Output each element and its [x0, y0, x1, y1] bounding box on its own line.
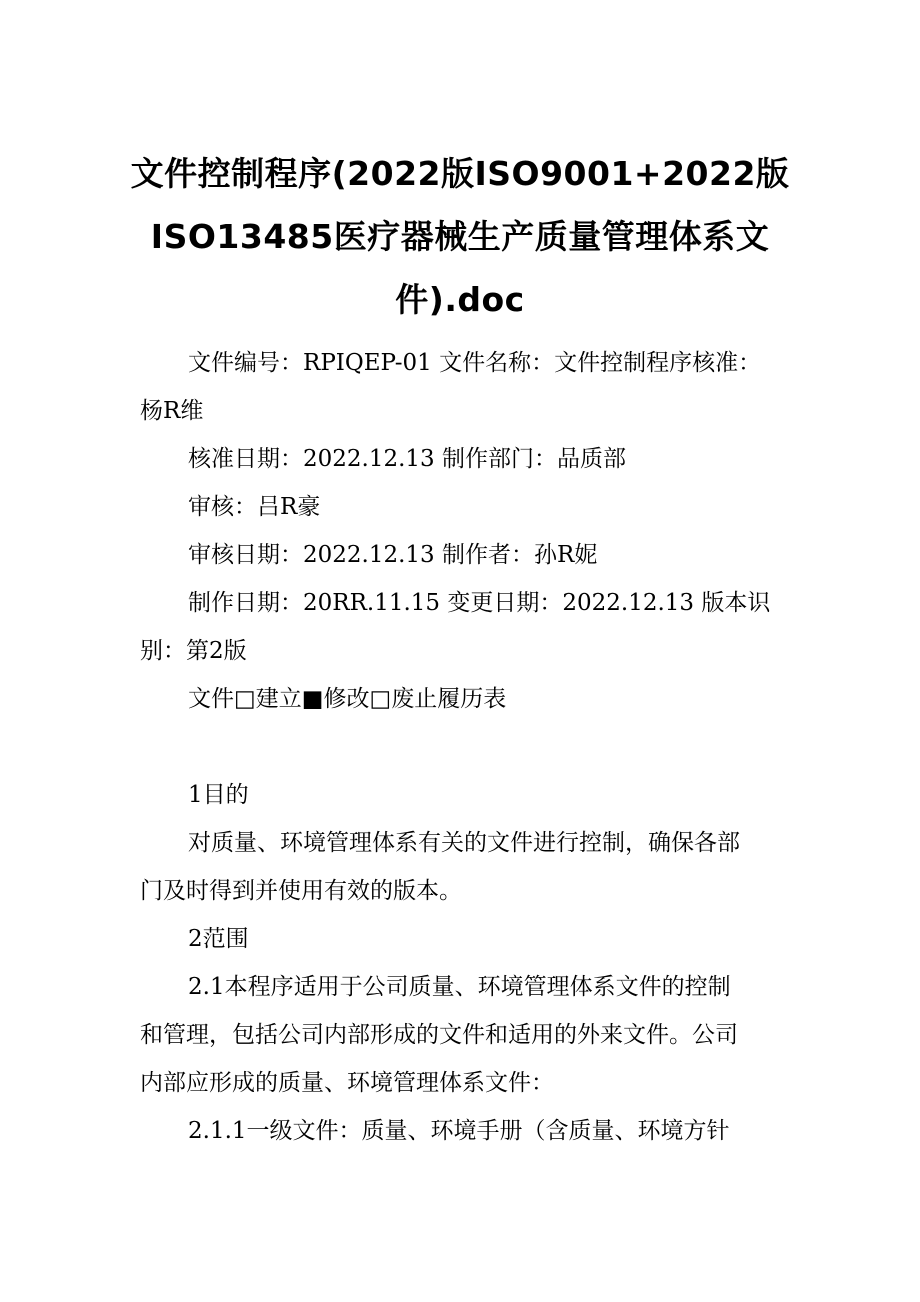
- title-line-3: 件).doc: [395, 280, 525, 319]
- section-heading-scope: 2范围: [188, 926, 249, 952]
- paragraph-line: 2.1.1一级文件：质量、环境手册（含质量、环境方针: [188, 1118, 730, 1144]
- reviewer-line: 审核：吕R豪: [188, 494, 321, 520]
- paragraph-line: 对质量、环境管理体系有关的文件进行控制，确保各部: [188, 830, 740, 856]
- version-line: 别：第2版: [140, 638, 247, 664]
- section-heading-purpose: 1目的: [188, 782, 249, 808]
- document-number-line: 文件编号：RPIQEP-01 文件名称：文件控制程序核准：: [188, 350, 762, 376]
- document-title: [130, 142, 790, 331]
- title-line-1: 文件控制程序(2022版ISO9001+2022版: [130, 154, 790, 193]
- paragraph-line: 2.1本程序适用于公司质量、环境管理体系文件的控制: [188, 974, 731, 1000]
- approver-line: 杨R维: [140, 398, 204, 424]
- review-date-line: 审核日期：2022.12.13 制作者：孙R妮: [188, 542, 598, 568]
- approval-date-line: 核准日期：2022.12.13 制作部门：品质部: [188, 446, 626, 472]
- creation-date-line: 制作日期：20RR.11.15 变更日期：2022.12.13 版本识: [188, 590, 771, 616]
- paragraph-line: 门及时得到并使用有效的版本。: [140, 878, 462, 904]
- paragraph-line: 内部应形成的质量、环境管理体系文件：: [140, 1070, 554, 1096]
- paragraph-line: 和管理，包括公司内部形成的文件和适用的外来文件。公司: [140, 1022, 738, 1048]
- revision-history-line: 文件□建立■修改□废止履历表: [188, 686, 507, 712]
- title-line-2: ISO13485医疗器械生产质量管理体系文: [150, 217, 770, 256]
